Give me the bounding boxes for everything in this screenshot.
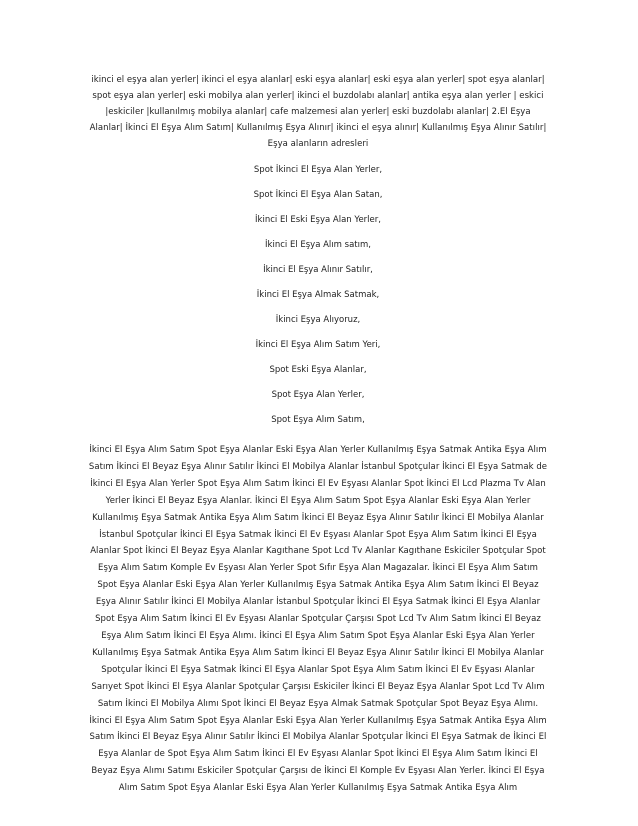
phrase-item: İkinci El Eşya Alınır Satılır, — [263, 265, 373, 275]
phrase-list — [88, 164, 548, 426]
phrase-item: İkinci Eşya Alıyoruz, — [275, 315, 361, 325]
keyword-intro-paragraph: ikinci el eşya alan yerler| ikinci el eşya alanlar| eski eşya alanlar| eski eşya alan yerler| spot eşya alanlar| spot eşya alan yerler| eski mobilya alan yerler| ikinci el buzdolabı alanlar| antika eşya alan yerler | eskici |eskiciler |kullanılmış mobilya alanlar| cafe malzemesi alan yerler| eski buzdolabı alanlar| 2.El Eşya Alanlar| İkinci El Eşya Alım Satım| Kullanılmış Eşya Alınır| ikinci el eşya alınır| Kullanılmış Eşya Alınır Satılır| Eşya alanların adresleri — [89, 75, 547, 149]
phrase-item: İkinci El Eşya Almak Satmak, — [256, 290, 380, 300]
phrase-item: Spot İkinci El Eşya Alan Yerler, — [253, 165, 383, 175]
phrase-item: Spot Eşya Alım Satım, — [271, 415, 365, 425]
phrase-item: İkinci El Eşya Alım Satım Yeri, — [255, 340, 381, 350]
phrase-item: Spot Eski Eşya Alanlar, — [269, 365, 367, 375]
phrase-item: İkinci El Eşya Alım satım, — [265, 240, 371, 250]
phrase-item: Spot İkinci El Eşya Alan Satan, — [253, 190, 383, 200]
phrase-item: Spot Eşya Alan Yerler, — [271, 390, 365, 400]
document-page — [88, 72, 548, 797]
keyword-body-paragraph: İkinci El Eşya Alım Satım Spot Eşya Alanlar Eski Eşya Alan Yerler Kullanılmış Eşya Satmak Antika Eşya Alım Satım İkinci El Beyaz Eşya Alınır Satılır İkinci El Mobilya Alanlar İstanbul Spotçular İkinci El Eşya Satmak de İkinci El Eşya Alan Yerler Spot Eşya Alım Satım İkinci El Ev Eşyası Alanlar Spot İkinci El Lcd Plazma Tv Alan Yerler İkinci El Beyaz Eşya Alanlar. İkinci El Eşya Alım Satım Spot Eşya Alanlar Eski Eşya Alan Yerler Kullanılmış Eşya Satmak Antika Eşya Alım Satım İkinci El Beyaz Eşya Alınır Satılır İkinci El Mobilya Alanlar İstanbul Spotçular İkinci El Eşya Satmak İkinci El Ev Eşyası Alanlar Spot Eşya Alım Satım İkinci El Eşya Alanlar Spot İkinci El Beyaz Eşya Alanlar Kagıthane Spot Lcd Tv Alanlar Kagıthane Eskiciler Spotçular Spot Eşya Alım Satım Komple Ev Eşyası Alan Yerler Spot Sıfır Eşya Alan Magazalar. İkinci El Eşya Alım Satım Spot Eşya Alanlar Eski Eşya Alan Yerler Kullanılmış Eşya Satmak Antika Eşya Alım Satım İkinci El Beyaz Eşya Alınır Satılır İkinci El Mobilya Alanlar İstanbul Spotçular İkinci El Eşya Satmak İkinci El Eşya Alanlar Spot Eşya Alım Satım İkinci El Ev Eşyası Alanlar Spotçular Çarşısı Spot Lcd Tv Alım Satım İkinci El Beyaz Eşya Alım Satım İkinci El Eşya Alımı. İkinci El Eşya Alım Satım Spot Eşya Alanlar Eski Eşya Alan Yerler Kullanılmış Eşya Satmak Antika Eşya Alım Satım İkinci El Beyaz Eşya Alınır Satılır İkinci El Mobilya Alanlar Spotçular İkinci El Eşya Satmak İkinci El Eşya Alanlar Spot Eşya Alım Satım İkinci El Ev Eşyası Alanlar Sarıyet Spot İkinci El Eşya Alanlar Spotçular Çarşısı Eskiciler İkinci El Beyaz Eşya Alanlar Spot Lcd Tv Alım Satım İkinci El Mobilya Alımı Spot İkinci El Beyaz Eşya Almak Satmak Spotçular Spot Beyaz Eşya Alımı. İkinci El Eşya Alım Satım Spot Eşya Alanlar Eski Eşya Alan Yerler Kullanılmış Eşya Satmak Antika Eşya Alım Satım İkinci El Beyaz Eşya Alınır Satılır İkinci El Mobilya Alanlar Spotçular İkinci El Eşya Satmak de İkinci El Eşya Alanlar de Spot Eşya Alım Satım İkinci El Ev Eşyası Alanlar Spot İkinci El Eşya Alım Satım İkinci El Beyaz Eşya Alımı Satımı Eskiciler Spotçular Çarşısı de İkinci El Komple Ev Eşyası Alan Yerler. İkinci El Eşya Alım Satım Spot Eşya Alanlar Eski Eşya Alan Yerler Kullanılmış Eşya Satmak Antika Eşya Alım — [88, 445, 548, 794]
phrase-item: İkinci El Eski Eşya Alan Yerler, — [255, 215, 381, 225]
